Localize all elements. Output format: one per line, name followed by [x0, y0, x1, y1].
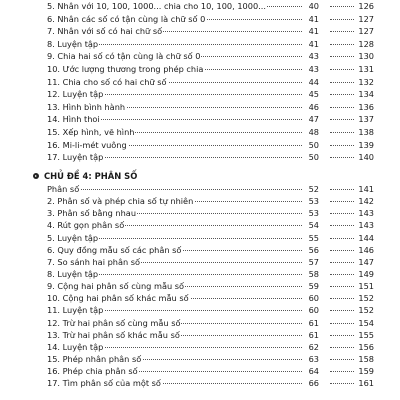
toc-section-continued — [0, 0, 400, 164]
toc-entry — [0, 268, 400, 280]
chapter-bullet-icon — [33, 173, 39, 179]
toc-entry-answer-page: 127 — [355, 13, 374, 26]
toc-entry — [0, 183, 400, 195]
toc-entry-answer-page: 128 — [355, 38, 374, 51]
dot-leader — [330, 274, 356, 275]
dot-leader — [330, 383, 356, 384]
toc-entry-answer-page: 134 — [355, 88, 374, 101]
dot-leader — [330, 69, 356, 70]
dot-leader — [330, 132, 356, 133]
toc-entry-answer-page: 149 — [355, 268, 374, 280]
toc-entry-answer-page: 126 — [355, 0, 374, 13]
dot-leader — [330, 335, 356, 336]
toc-entry-title: 17. Tìm phân số của một số — [47, 378, 161, 389]
toc-entry-answer-page: 131 — [355, 63, 374, 76]
toc-entry-title: 10. Ước lượng thương trong phép chia — [47, 63, 204, 74]
dot-leader — [330, 189, 356, 190]
toc-entry-page: 52 — [302, 183, 319, 195]
toc-entry — [0, 13, 400, 26]
toc-entry — [0, 353, 400, 365]
dot-leader — [330, 94, 356, 95]
dot-leader — [330, 19, 356, 20]
toc-entry — [0, 280, 400, 292]
dot-leader — [330, 262, 356, 263]
toc-entry-title: 15. Phép nhân phân số — [47, 353, 142, 364]
toc-entry-title: 6. Nhân các số có tận cùng là chữ số 0 — [47, 13, 206, 24]
toc-entry-title: 11. Luyện tập — [47, 305, 104, 316]
toc-entry — [0, 207, 400, 219]
toc-entry-answer-page: 143 — [355, 219, 374, 231]
toc-entry-answer-page: 141 — [355, 183, 374, 195]
toc-entry-answer-page: 147 — [355, 256, 374, 268]
dot-leader — [330, 250, 356, 251]
dot-leader — [50, 189, 318, 190]
dot-leader — [330, 298, 356, 299]
toc-entry-title: 17. Luyện tập — [47, 152, 104, 163]
dot-leader — [330, 323, 356, 324]
toc-entry-answer-page: 152 — [355, 304, 374, 316]
toc-entry — [0, 101, 400, 114]
toc-entry-page: 50 — [302, 151, 319, 164]
toc-entry-title: 8. Luyện tập — [47, 38, 99, 49]
toc-entry — [0, 50, 400, 63]
toc-entry-answer-page: 127 — [355, 25, 374, 38]
toc-entry-page: 41 — [302, 38, 319, 51]
toc-entry-answer-page: 142 — [355, 195, 374, 207]
toc-entry-title: 11. Chia cho số có hai chữ số — [47, 76, 167, 87]
toc-section-chapter-4 — [0, 169, 400, 389]
toc-entry — [0, 25, 400, 38]
toc-entry-answer-page: 154 — [355, 317, 374, 329]
toc-entry-answer-page: 155 — [355, 329, 374, 341]
toc-entry — [0, 341, 400, 353]
toc-entry-title: 9. Chia hai số có tận cùng là chữ số 0 — [47, 51, 201, 62]
dot-leader — [330, 6, 356, 7]
dot-leader — [330, 107, 356, 108]
toc-entry-title: 14. Luyện tập — [47, 341, 104, 352]
toc-entry — [0, 0, 400, 13]
toc-entry-answer-page: 138 — [355, 126, 374, 139]
toc-entry — [0, 292, 400, 304]
toc-entry-answer-page: 161 — [355, 377, 374, 389]
toc-entry-title: 7. So sánh hai phân số — [47, 256, 141, 267]
dot-leader — [330, 56, 356, 57]
toc-entry-page: 46 — [302, 101, 319, 114]
toc-entry — [0, 139, 400, 152]
toc-entry-answer-page: 159 — [355, 365, 374, 377]
toc-entry — [0, 113, 400, 126]
toc-entry-page: 57 — [302, 256, 319, 268]
toc-entry-title: 13. Trừ hai phân số khác mẫu số — [47, 329, 180, 340]
toc-entry-page: 40 — [302, 0, 319, 13]
toc-entry-page: 41 — [302, 13, 319, 26]
toc-entry — [0, 304, 400, 316]
dot-leader — [330, 310, 356, 311]
toc-entry-title: 12. Trừ hai phân số cùng mẫu số — [47, 317, 181, 328]
toc-entry-answer-page: 139 — [355, 139, 374, 152]
toc-entry-answer-page: 144 — [355, 232, 374, 244]
toc-entry — [0, 126, 400, 139]
chapter-header — [0, 169, 400, 183]
toc-entry-answer-page: 130 — [355, 50, 374, 63]
toc-entry — [0, 38, 400, 51]
dot-leader — [330, 371, 356, 372]
toc-entry-title: 3. Phân số bằng nhau — [47, 208, 137, 219]
toc-entry-title: 12. Luyện tập — [47, 89, 104, 100]
toc-entry-answer-page: 146 — [355, 244, 374, 256]
toc-entry-page: 60 — [302, 304, 319, 316]
toc-entry-title: 16. Mi-li-mét vuông — [47, 139, 127, 150]
toc-entry-page: 47 — [302, 113, 319, 126]
toc-entry — [0, 365, 400, 377]
dot-leader — [330, 157, 356, 158]
toc-entry-page: 45 — [302, 88, 319, 101]
toc-entry-page: 43 — [302, 50, 319, 63]
toc-entry — [0, 256, 400, 268]
toc-entry-answer-page: 151 — [355, 280, 374, 292]
toc-entry-page: 43 — [302, 63, 319, 76]
toc-entry-title: 14. Hình thoi — [47, 114, 100, 125]
toc-entry-answer-page: 143 — [355, 207, 374, 219]
toc-entry-answer-page: 137 — [355, 113, 374, 126]
toc-entry-page: 56 — [302, 244, 319, 256]
toc-entry-title: 10. Cộng hai phân số khác mẫu số — [47, 293, 189, 304]
toc-entry-title: 5. Nhân với 10, 100, 1000... chia cho 10, 100, 1000... — [47, 1, 266, 11]
toc-entry-page: 60 — [302, 292, 319, 304]
dot-leader — [330, 201, 356, 202]
toc-entry-title: 2. Phân số và phép chia số tự nhiên — [47, 196, 194, 207]
toc-entry — [0, 317, 400, 329]
toc-entry-answer-page: 152 — [355, 292, 374, 304]
toc-entry-answer-page: 156 — [355, 341, 374, 353]
toc-entry-answer-page: 158 — [355, 353, 374, 365]
toc-entry-title: 7. Nhân với số có hai chữ số — [47, 26, 163, 37]
toc-entry-page: 58 — [302, 268, 319, 280]
dot-leader — [330, 145, 356, 146]
toc-entry-page: 44 — [302, 76, 319, 89]
toc-entry-page: 54 — [302, 219, 319, 231]
toc-entry — [0, 232, 400, 244]
toc-entry — [0, 88, 400, 101]
chapter-title: CHỦ ĐỀ 4: PHÂN SỐ — [44, 171, 138, 181]
toc-entry-page: 62 — [302, 341, 319, 353]
toc-entry-title: 16. Phép chia phân số — [47, 366, 138, 377]
toc-entry — [0, 377, 400, 389]
dot-leader — [330, 31, 356, 32]
toc-entry-page: 48 — [302, 126, 319, 139]
toc-entry-title: 8. Luyện tập — [47, 268, 99, 279]
toc-entry-page: 66 — [302, 377, 319, 389]
toc-entry — [0, 195, 400, 207]
toc-entry-page: 50 — [302, 139, 319, 152]
toc-entry-title: 15. Xếp hình, vẽ hình — [47, 126, 135, 137]
toc-entry — [0, 244, 400, 256]
toc-entry-page: 64 — [302, 365, 319, 377]
toc-entry-page: 41 — [302, 25, 319, 38]
dot-leader — [330, 213, 356, 214]
dot-leader — [330, 119, 356, 120]
toc-entry-title: 5. Luyện tập — [47, 232, 99, 243]
toc-entry-title: Phân số — [47, 184, 80, 194]
dot-leader — [330, 359, 356, 360]
toc-entry-title: 6. Quy đồng mẫu số các phân số — [47, 244, 182, 255]
toc-entry-page: 53 — [302, 207, 319, 219]
dot-leader — [330, 82, 356, 83]
toc-entry-page: 59 — [302, 280, 319, 292]
toc-entry-answer-page: 140 — [355, 151, 374, 164]
toc-entry-page: 61 — [302, 317, 319, 329]
toc-entry-title: 13. Hình bình hành — [47, 101, 126, 112]
toc-entry-page: 55 — [302, 232, 319, 244]
toc-entry-page: 63 — [302, 353, 319, 365]
dot-leader — [330, 44, 356, 45]
toc-entry-answer-page: 132 — [355, 76, 374, 89]
toc-entry — [0, 151, 400, 164]
toc-entry — [0, 76, 400, 89]
dot-leader — [330, 225, 356, 226]
toc-entry — [0, 63, 400, 76]
toc-entry — [0, 329, 400, 341]
dot-leader — [330, 347, 356, 348]
toc-entry-title: 9. Cộng hai phân số cùng mẫu số — [47, 281, 185, 292]
toc-entry — [0, 219, 400, 231]
toc-entry-title: 4. Rút gọn phân số — [47, 220, 125, 231]
toc-entry-page: 61 — [302, 329, 319, 341]
dot-leader — [330, 238, 356, 239]
toc-entry-answer-page: 136 — [355, 101, 374, 114]
toc-entry-page: 53 — [302, 195, 319, 207]
dot-leader — [330, 286, 356, 287]
